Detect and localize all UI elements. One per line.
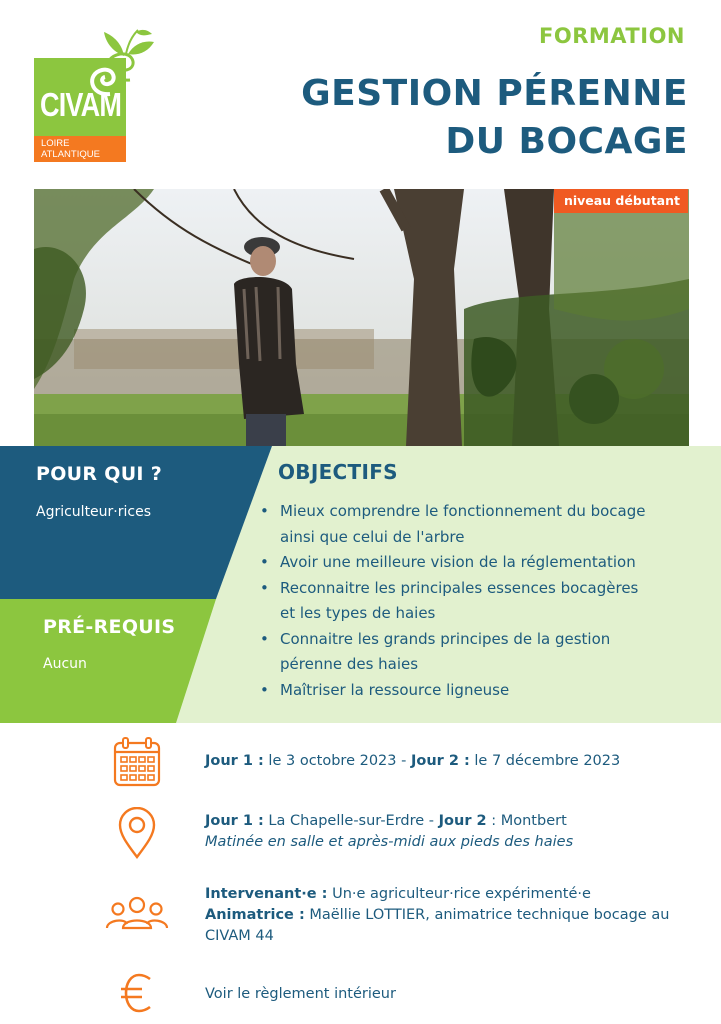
prerequisites-title: PRÉ-REQUIS bbox=[43, 616, 176, 638]
objective-line: • Mieux comprendre le fonctionnement du bocage bbox=[280, 502, 646, 520]
title-line1: GESTION PÉRENNE bbox=[301, 73, 688, 114]
prerequisites-text: Aucun bbox=[43, 656, 87, 672]
hero-photo-scene bbox=[34, 189, 689, 446]
for-whom-title: POUR QUI ? bbox=[36, 463, 163, 485]
dates-day1-label: Jour 1 : bbox=[205, 753, 264, 769]
objectives-title: OBJECTIFS bbox=[278, 460, 398, 484]
objective-item bbox=[260, 576, 700, 627]
dates-day1-value: le 3 octobre 2023 - bbox=[263, 753, 411, 769]
objective-item bbox=[260, 678, 700, 704]
location-note bbox=[205, 832, 695, 853]
price-text: Voir le règlement intérieur bbox=[205, 986, 396, 1002]
civam-logo bbox=[34, 26, 152, 166]
objective-line: • Maîtriser la ressource ligneuse bbox=[280, 680, 510, 699]
price-row bbox=[205, 984, 695, 1005]
kicker-label: FORMATION bbox=[539, 24, 685, 48]
people-row bbox=[205, 884, 695, 947]
location-note-text: Matinée en salle et après-midi aux pieds des haies bbox=[205, 834, 574, 850]
objective-line: ainsi que celui de l'arbre bbox=[280, 527, 465, 546]
for-whom-text: Agriculteur·rices bbox=[36, 504, 152, 520]
euro-icon bbox=[120, 973, 154, 1013]
location-day1-label: Jour 1 : bbox=[205, 813, 264, 829]
location-day2-label: Jour 2 bbox=[438, 813, 487, 829]
location-pin-icon bbox=[118, 807, 156, 859]
location-day1-value: La Chapelle-sur-Erdre - bbox=[263, 813, 439, 829]
host-label: Animatrice : bbox=[205, 907, 305, 923]
dates-day2-value: le 7 décembre 2023 bbox=[469, 753, 621, 769]
level-badge: niveau débutant bbox=[554, 189, 688, 213]
objective-line: pérenne des haies bbox=[280, 655, 419, 673]
dates-day2-label: Jour 2 : bbox=[410, 753, 470, 769]
logo-region bbox=[34, 136, 126, 162]
objectives-list bbox=[260, 499, 700, 703]
host-value: Maëllie LOTTIER, animatrice technique bocage au CIVAM 44 bbox=[205, 907, 670, 944]
objective-line: • Reconnaitre les principales essences bocagères bbox=[280, 578, 639, 597]
logo-name: CIVAM bbox=[40, 86, 122, 123]
page-title bbox=[301, 70, 688, 166]
objective-item bbox=[260, 627, 700, 678]
objective-line: • Avoir une meilleure vision de la réglementation bbox=[280, 553, 636, 571]
logo-region-line2: ATLANTIQUE bbox=[41, 149, 100, 160]
people-group-icon bbox=[105, 896, 169, 930]
location-row bbox=[205, 811, 695, 853]
speaker-line bbox=[205, 884, 695, 905]
objective-item bbox=[260, 499, 700, 550]
dates-row bbox=[205, 751, 695, 772]
speaker-label: Intervenant·e : bbox=[205, 886, 328, 902]
logo-region-line1: LOIRE bbox=[41, 138, 70, 149]
title-line2: DU BOCAGE bbox=[445, 121, 688, 162]
speaker-value: Un·e agriculteur·rice expérimenté·e bbox=[327, 886, 591, 902]
objective-line: et les types de haies bbox=[280, 604, 436, 622]
location-day2-value: : Montbert bbox=[486, 813, 567, 829]
objective-item bbox=[260, 550, 700, 576]
objective-line: • Connaitre les grands principes de la gestion bbox=[280, 629, 611, 648]
location-line bbox=[205, 811, 695, 832]
host-line bbox=[205, 905, 695, 947]
hero-photo bbox=[34, 189, 689, 446]
calendar-icon bbox=[113, 737, 161, 787]
